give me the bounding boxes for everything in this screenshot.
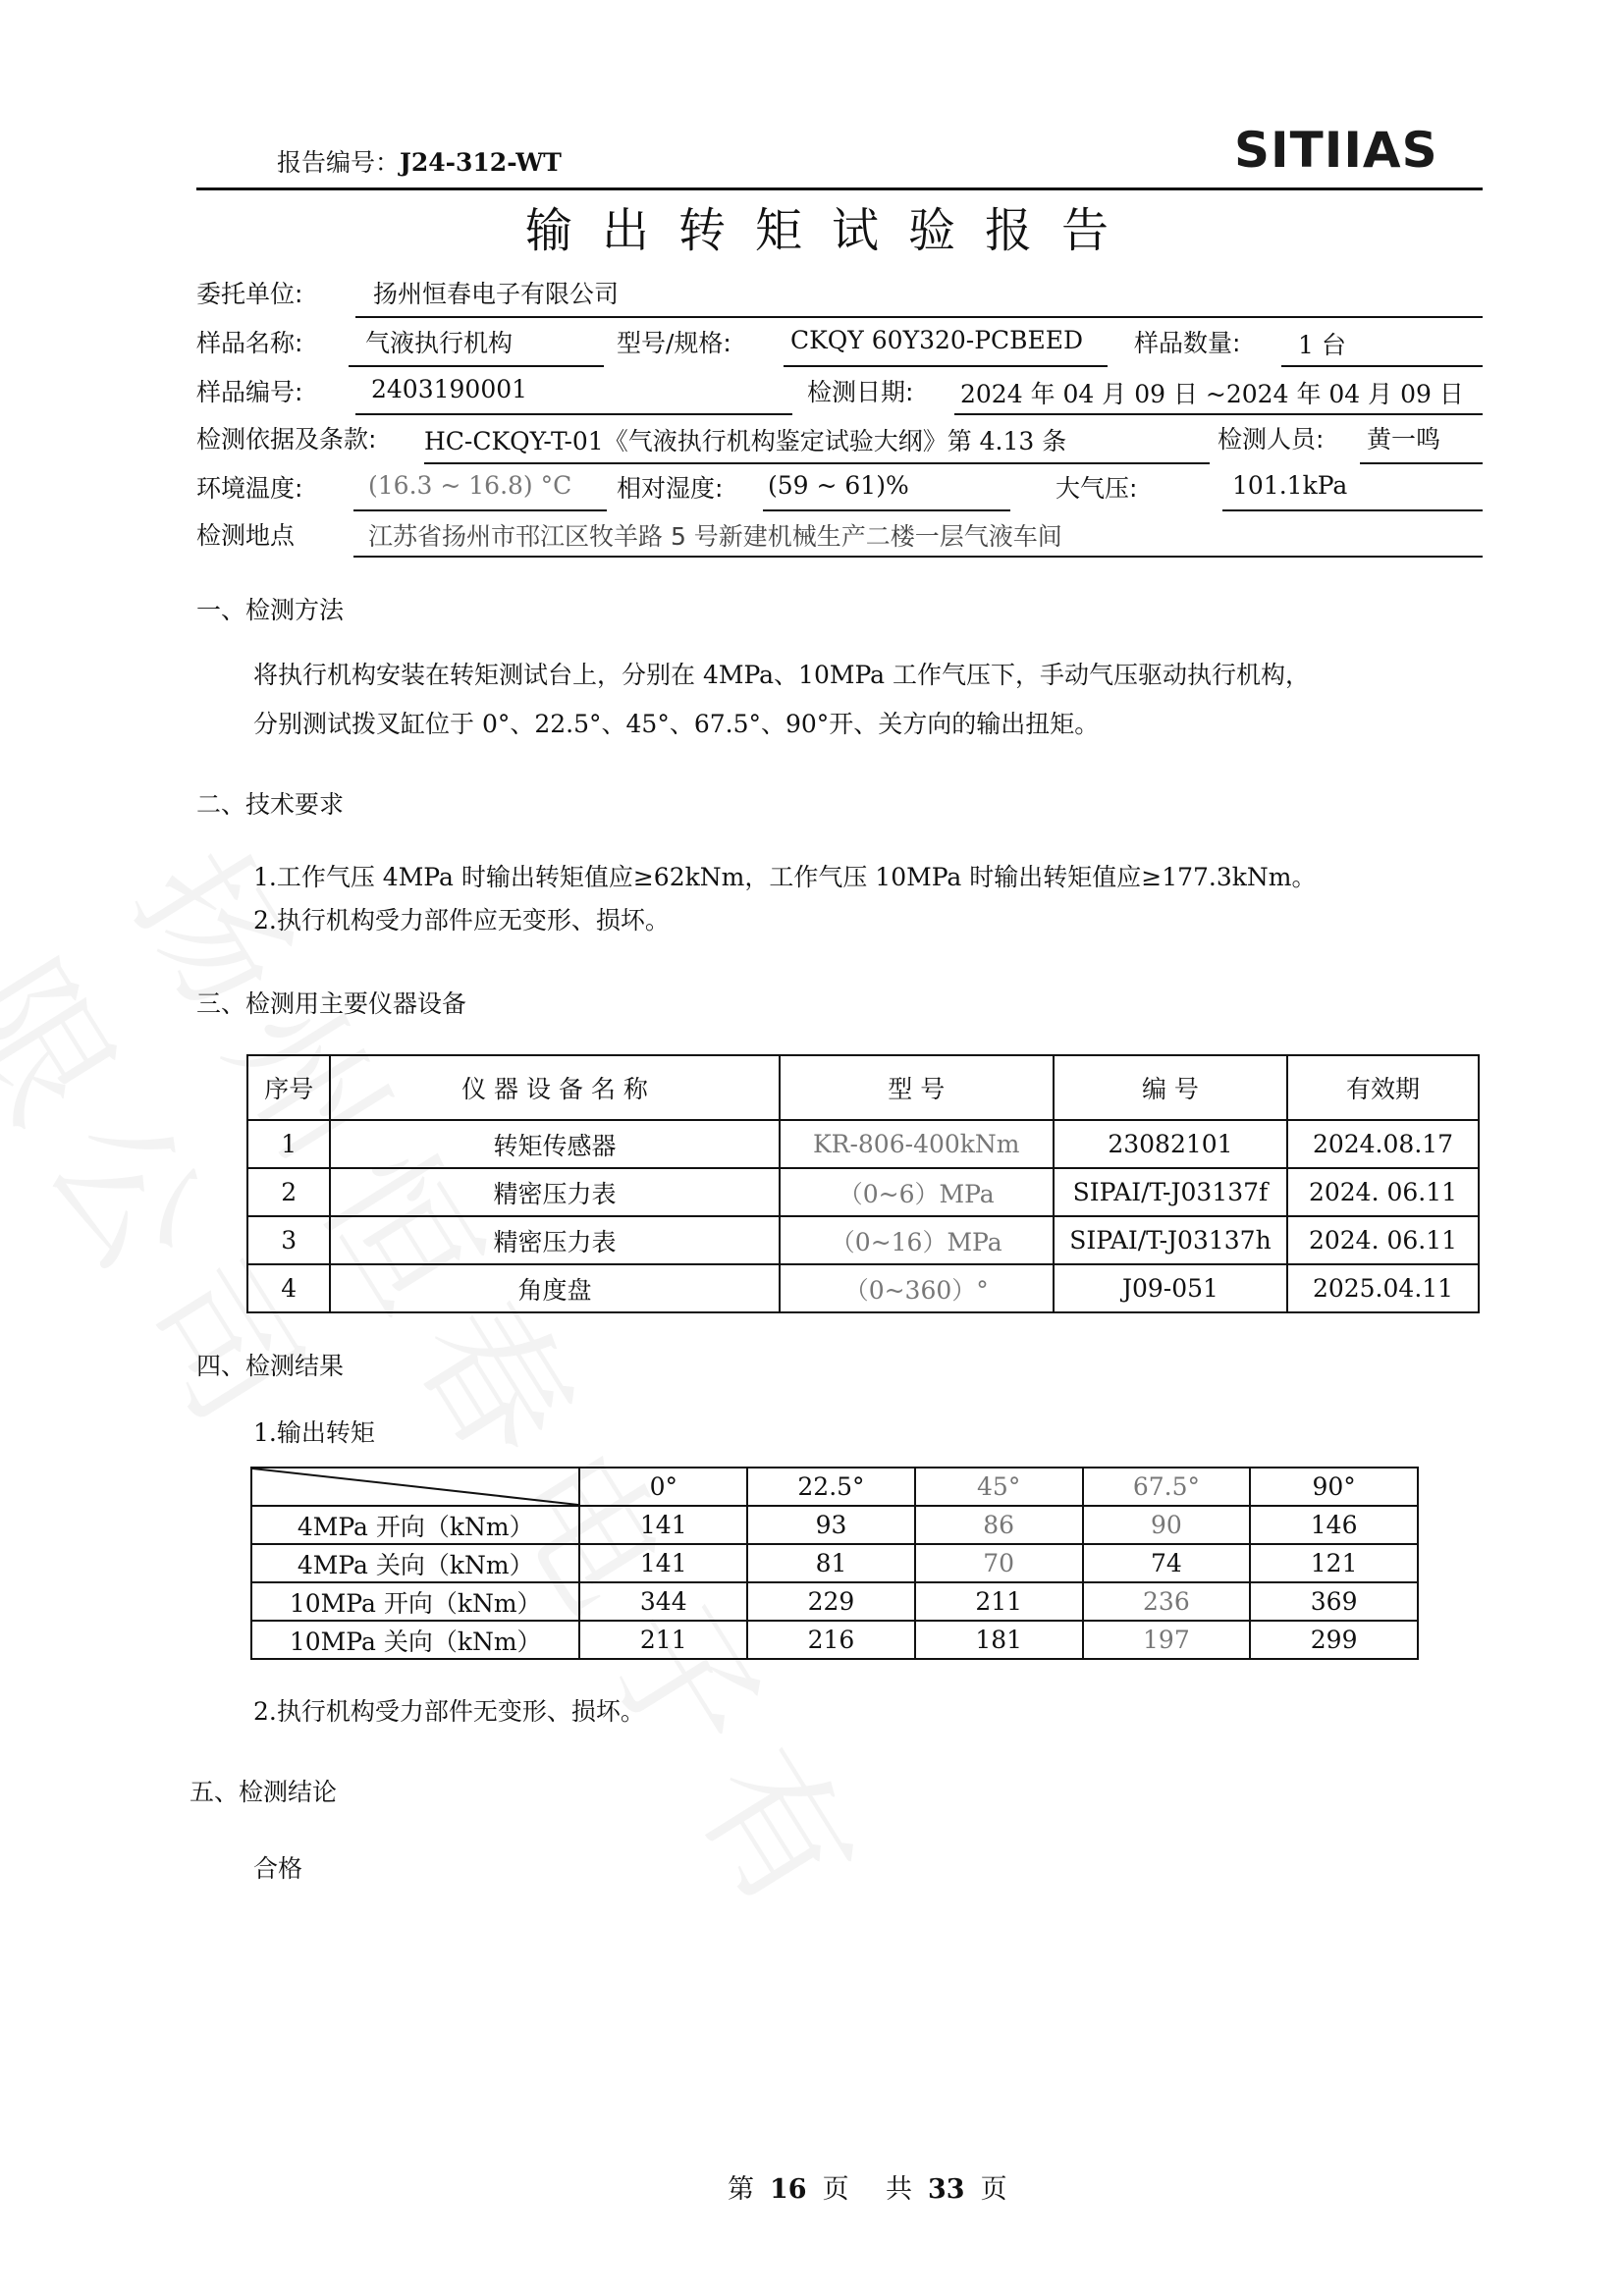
torque-cell: 70 [915, 1544, 1083, 1582]
torque-cell: 216 [747, 1621, 915, 1659]
diagonal-corner-cell [251, 1468, 579, 1506]
qty-label: 样品数量: [1134, 329, 1241, 357]
torque-cell: 141 [579, 1506, 747, 1544]
model-label: 型号/规格: [617, 329, 731, 357]
row-label: 4MPa 开向（kNm） [251, 1506, 579, 1544]
cell-name: 精密压力表 [330, 1168, 779, 1216]
report-number-value: J24-312-WT [400, 148, 562, 177]
model-value: CKQY 60Y320-PCBEED [790, 326, 1084, 354]
conclusion-heading: 五、检测结论 [189, 1778, 338, 1806]
col-angle: 45° [915, 1468, 1083, 1506]
torque-cell: 86 [915, 1506, 1083, 1544]
cell-index: 2 [247, 1168, 330, 1216]
table-row [247, 1168, 1479, 1216]
client-value: 扬州恒春电子有限公司 [373, 280, 620, 308]
table-row [251, 1582, 1418, 1621]
sample-name-label: 样品名称: [196, 329, 303, 357]
table-row [247, 1264, 1479, 1312]
cell-model: （0~6）MPa [780, 1168, 1054, 1216]
page-prefix: 第 [728, 2174, 754, 2205]
total-prefix: 共 [885, 2174, 912, 2205]
report-number [277, 143, 562, 179]
torque-cell: 93 [747, 1506, 915, 1544]
page-number: 16 [770, 2174, 807, 2205]
tester-value: 黄一鸣 [1367, 425, 1441, 454]
tester-label: 检测人员: [1218, 425, 1325, 454]
method-heading: 一、检测方法 [196, 596, 345, 624]
page-suffix: 页 [822, 2174, 849, 2205]
torque-cell: 181 [915, 1621, 1083, 1659]
method-line-2: 分别测试拨叉缸位于 0°、22.5°、45°、67.5°、90°开、关方向的输出扭矩。 [253, 710, 1100, 738]
col-angle: 67.5° [1083, 1468, 1251, 1506]
temperature-value: (16.3 ~ 16.8) °C [368, 471, 572, 500]
header-divider [196, 187, 1483, 190]
torque-cell: 236 [1083, 1582, 1251, 1621]
cell-model: KR-806-400kNm [780, 1120, 1054, 1168]
torque-cell: 299 [1250, 1621, 1418, 1659]
cell-validity: 2024. 06.11 [1287, 1216, 1479, 1264]
torque-cell: 90 [1083, 1506, 1251, 1544]
torque-cell: 121 [1250, 1544, 1418, 1582]
basis-value: HC-CKQY-T-01《气液执行机构鉴定试验大纲》第 4.13 条 [424, 427, 1067, 455]
total-suffix: 页 [980, 2174, 1007, 2205]
test-date-underline [954, 413, 1483, 415]
qty-underline [1281, 365, 1483, 367]
model-underline [784, 365, 1108, 367]
torque-cell: 211 [579, 1621, 747, 1659]
sample-no-value: 2403190001 [371, 375, 528, 403]
results-heading: 四、检测结果 [196, 1352, 345, 1380]
cell-model: （0~16）MPa [780, 1216, 1054, 1264]
torque-cell: 344 [579, 1582, 747, 1621]
cell-validity: 2025.04.11 [1287, 1264, 1479, 1312]
cell-name: 精密压力表 [330, 1216, 779, 1264]
cell-name: 角度盘 [330, 1264, 779, 1312]
col-name: 仪 器 设 备 名 称 [330, 1055, 779, 1120]
torque-cell: 74 [1083, 1544, 1251, 1582]
table-row [251, 1544, 1418, 1582]
col-angle: 90° [1250, 1468, 1418, 1506]
cell-index: 1 [247, 1120, 330, 1168]
sample-name-value: 气液执行机构 [365, 329, 514, 357]
report-number-label: 报告编号： [277, 148, 401, 177]
cell-model: （0~360）° [780, 1264, 1054, 1312]
row-label: 10MPa 关向（kNm） [251, 1621, 579, 1659]
col-angle: 22.5° [747, 1468, 915, 1506]
cell-index: 4 [247, 1264, 330, 1312]
conclusion-text: 合格 [253, 1854, 303, 1883]
page-footer [720, 2167, 1015, 2206]
table-row [251, 1621, 1418, 1659]
qty-value: 1 台 [1298, 331, 1346, 359]
requirement-line-2: 2.执行机构受力部件应无变形、损坏。 [253, 906, 670, 934]
method-line-1: 将执行机构安装在转矩测试台上，分别在 4MPa、10MPa 工作气压下，手动气压驱动执行机构， [253, 661, 1311, 689]
temperature-underline [353, 509, 607, 511]
cell-serial: SIPAI/T-J03137f [1054, 1168, 1287, 1216]
cell-serial: J09-051 [1054, 1264, 1287, 1312]
equipment-table [246, 1054, 1480, 1313]
results-subheading-deformation: 2.执行机构受力部件无变形、损坏。 [253, 1697, 645, 1726]
location-label: 检测地点 [196, 521, 296, 550]
sample-name-underline [349, 365, 604, 367]
cell-serial: SIPAI/T-J03137h [1054, 1216, 1287, 1264]
equipment-header-row [247, 1055, 1479, 1120]
table-row [247, 1216, 1479, 1264]
cell-serial: 23082101 [1054, 1120, 1287, 1168]
sitiias-logo: SITIIAS [1234, 122, 1438, 179]
sample-no-label: 样品编号: [196, 378, 303, 406]
table-row [247, 1120, 1479, 1168]
client-underline [355, 316, 1483, 318]
torque-cell: 229 [747, 1582, 915, 1621]
row-label: 4MPa 关向（kNm） [251, 1544, 579, 1582]
requirement-line-1: 1.工作气压 4MPa 时输出转矩值应≥62kNm，工作气压 10MPa 时输出转矩值应≥177.3kNm。 [253, 863, 1317, 891]
col-index: 序号 [247, 1055, 330, 1120]
report-title: 输出转矩试验报告 [525, 203, 1139, 258]
table-row [251, 1506, 1418, 1544]
total-pages: 33 [927, 2174, 965, 2205]
humidity-underline [763, 509, 1010, 511]
humidity-value: (59 ~ 61)% [768, 471, 909, 500]
requirements-heading: 二、技术要求 [196, 790, 345, 819]
pressure-label: 大气压: [1056, 474, 1138, 503]
torque-cell: 197 [1083, 1621, 1251, 1659]
equipment-heading: 三、检测用主要仪器设备 [196, 989, 467, 1018]
location-value: 江苏省扬州市邗江区牧羊路 5 号新建机械生产二楼一层气液车间 [368, 522, 1062, 551]
col-angle: 0° [579, 1468, 747, 1506]
sample-no-underline [355, 413, 792, 415]
humidity-label: 相对湿度: [617, 474, 724, 503]
torque-cell: 211 [915, 1582, 1083, 1621]
cell-index: 3 [247, 1216, 330, 1264]
pressure-underline [1222, 509, 1483, 511]
cell-validity: 2024. 06.11 [1287, 1168, 1479, 1216]
results-header-row [251, 1468, 1418, 1506]
basis-label: 检测依据及条款: [196, 425, 377, 454]
cell-name: 转矩传感器 [330, 1120, 779, 1168]
test-date-value: 2024 年 04 月 09 日 ~2024 年 04 月 09 日 [960, 380, 1464, 408]
torque-cell: 146 [1250, 1506, 1418, 1544]
torque-cell: 81 [747, 1544, 915, 1582]
col-serial: 编 号 [1054, 1055, 1287, 1120]
col-validity: 有效期 [1287, 1055, 1479, 1120]
temperature-label: 环境温度: [196, 474, 303, 503]
diagonal-line [252, 1468, 578, 1505]
location-underline [353, 556, 1483, 558]
cell-validity: 2024.08.17 [1287, 1120, 1479, 1168]
row-label: 10MPa 开向（kNm） [251, 1582, 579, 1621]
results-subheading-torque: 1.输出转矩 [253, 1418, 375, 1447]
torque-cell: 369 [1250, 1582, 1418, 1621]
test-date-label: 检测日期: [807, 378, 914, 406]
torque-cell: 141 [579, 1544, 747, 1582]
basis-underline [424, 462, 1210, 464]
torque-results-table [250, 1467, 1419, 1660]
pressure-value: 101.1kPa [1232, 471, 1348, 500]
client-label: 委托单位: [196, 280, 303, 308]
tester-underline [1360, 462, 1483, 464]
col-model: 型 号 [780, 1055, 1054, 1120]
